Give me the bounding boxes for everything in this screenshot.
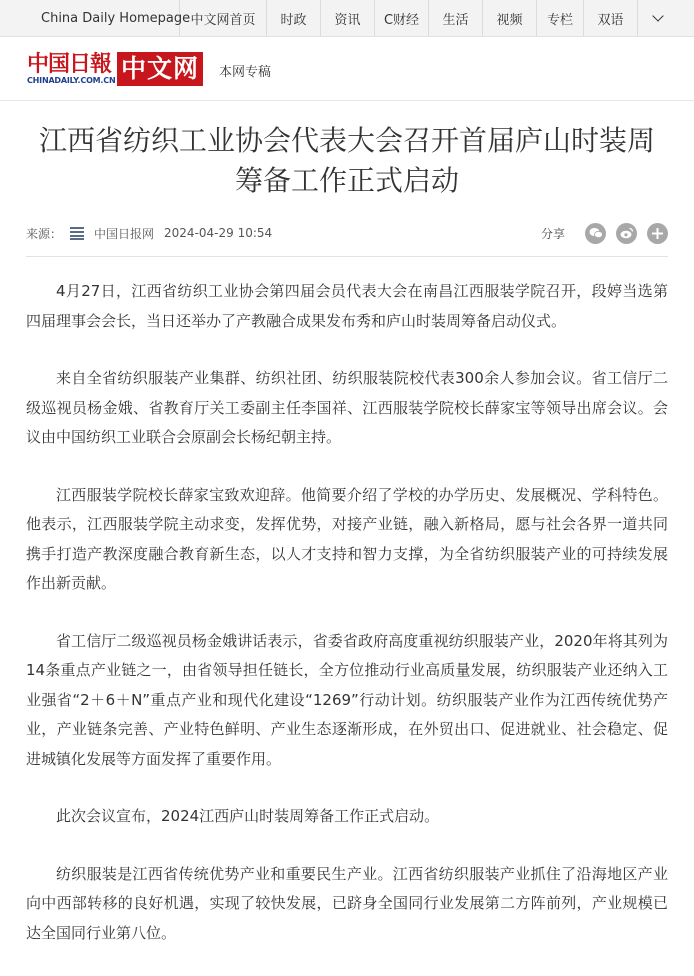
article-paragraph: 此次会议宣布，2024江西庐山时装周筹备工作正式启动。 — [56, 807, 440, 825]
nav-item-shenghuo[interactable]: 生活 — [429, 0, 483, 36]
nav-item-shipin[interactable]: 视频 — [483, 0, 537, 36]
wechat-share-icon[interactable] — [585, 223, 606, 244]
site-logo[interactable] — [27, 52, 203, 86]
logo-chinese-site-text: 中文网 — [117, 52, 203, 86]
share-label: 分享 — [540, 226, 565, 241]
logo-chinese-text: 中国日報 — [27, 50, 112, 77]
logo-domain-text: CHINADAILY.COM.CN — [27, 75, 116, 85]
logo-bar — [0, 37, 694, 101]
meta-divider — [26, 256, 668, 257]
article-paragraph: 江西服装学院校长薛家宝致欢迎辞。他简要介绍了学校的办学历史、发展概况、学科特色。他表示，江西服装学院主动求变，发挥优势，对接产业链，融入新格局，愿与社会各界一道共同携手打造产教深度融合教育新生态，以人才支持和智力支撑，为全省纺织服装产业的可持续发展作出新贡献。 — [26, 485, 668, 592]
article-paragraph: 4月27日，江西省纺织工业协会第四届会员代表大会在南昌江西服装学院召开，段婷当选第四届理事会会长，当日还举办了产教融合成果发布秀和庐山时装周筹备启动仪式。 — [26, 282, 668, 330]
nav-item-zhongwenwang[interactable]: 中文网首页 — [180, 0, 267, 36]
article-body — [26, 277, 668, 948]
article-paragraph: 省工信厅二级巡视员杨金娥讲话表示，省委省政府高度重视纺织服装产业，2020年将其列为14条重点产业链之一，由省领导担任链长，全方位推动行业高质量发展，纺织服装产业还纳入工业强省“2＋6＋N”重点产业和现代化建设“1269”行动计划。纺织服装产业作为江西传统优势产业，产业链条完善、产业特色鲜明、产业生态逐渐形成，在外贸出口、促进就业、社会稳定、促进城镇化发展等方面发挥了重要作用。 — [26, 631, 668, 768]
article-meta — [26, 221, 668, 245]
source-name[interactable]: 中国日报网 — [94, 226, 155, 241]
article-paragraph: 来自全省纺织服装产业集群、纺织社团、纺织服装院校代表300余人参加会议。省工信厅二级巡视员杨金娥、省教育厅关工委副主任李国祥、江西服装学院校长薛家宝等领导出席会议。会议由中国纺织工业联合会原副会长杨纪朝主持。 — [26, 369, 668, 446]
source-label: 来源： — [26, 226, 63, 241]
weibo-share-icon[interactable] — [616, 223, 637, 244]
section-label[interactable]: 本网专稿 — [219, 64, 272, 80]
nav-item-caijing[interactable]: C财经 — [375, 0, 429, 36]
nav-item-shizheng[interactable]: 时政 — [267, 0, 321, 36]
source-logo-icon — [70, 226, 84, 240]
top-nav — [0, 0, 694, 37]
publish-datetime: 2024-04-29 10:54 — [164, 226, 273, 240]
article — [0, 121, 694, 948]
nav-more-button[interactable] — [638, 0, 678, 36]
nav-home-link[interactable]: China Daily Homepage — [0, 0, 180, 36]
article-paragraph: 纺织服装是江西省传统优势产业和重要民生产业。江西省纺织服装产业抓住了沿海地区产业向中西部转移的良好机遇，实现了较快发展，已跻身全国同行业发展第二方阵前列，产业规模已达全国同行业第八位。 — [26, 864, 668, 942]
chevron-down-icon — [652, 10, 663, 21]
nav-item-zhuanlan[interactable]: 专栏 — [537, 0, 584, 36]
more-share-icon[interactable] — [647, 223, 668, 244]
nav-item-shuangyu[interactable]: 双语 — [584, 0, 638, 36]
share-bar — [541, 223, 668, 244]
article-title: 江西省纺织工业协会代表大会召开首届庐山时装周筹备工作正式启动 — [38, 124, 655, 197]
nav-item-zixun[interactable]: 资讯 — [321, 0, 375, 36]
